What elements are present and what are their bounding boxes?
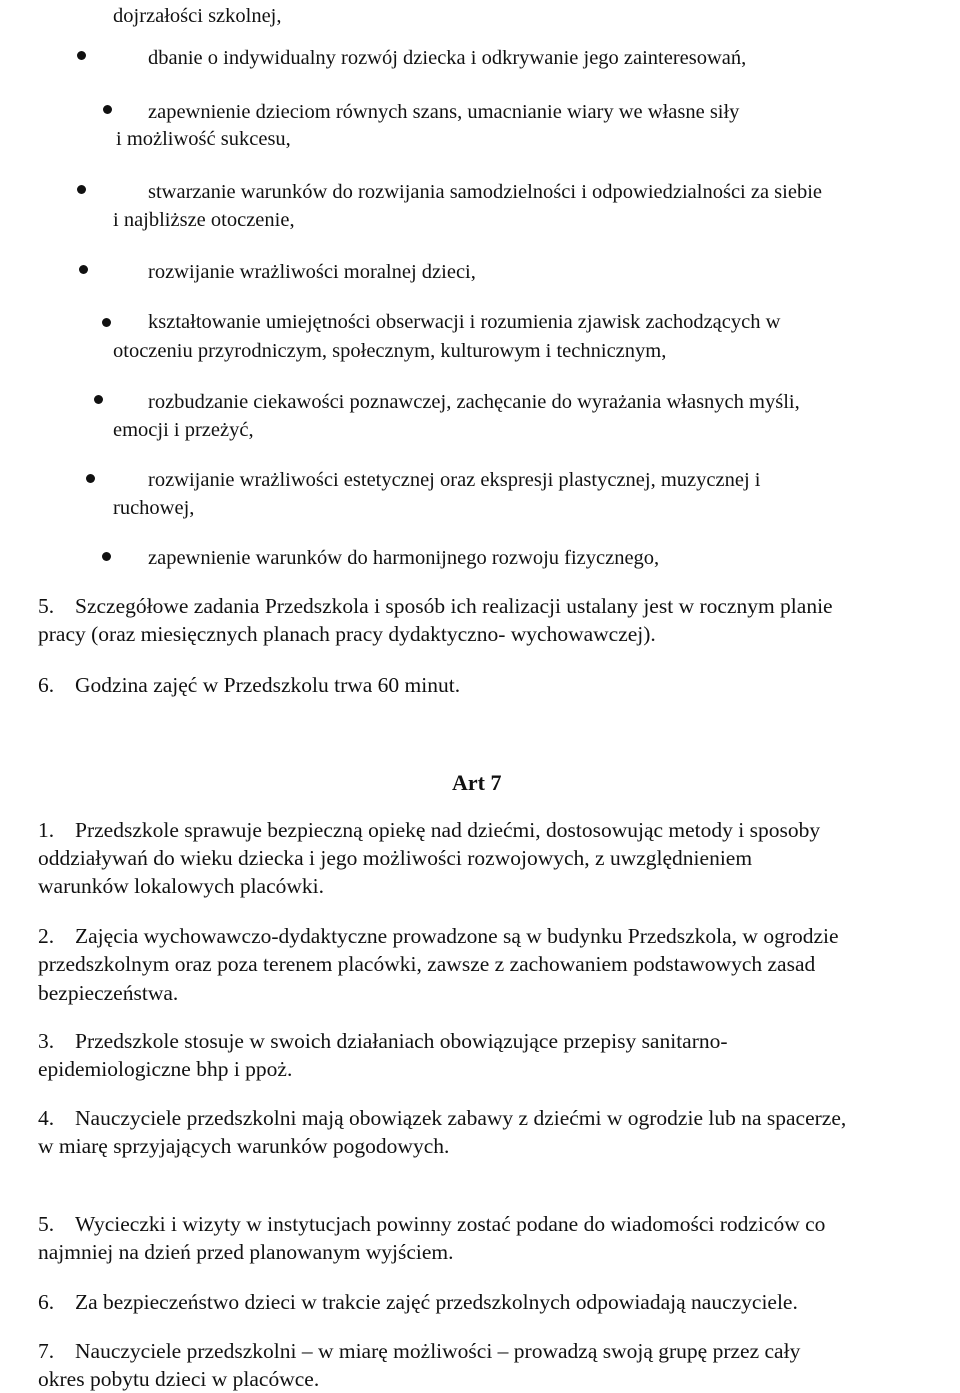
article-point-line: przedszkolnym oraz poza terenem placówki, zawsze z zachowaniem podstawowych zasad <box>38 952 816 976</box>
point-line: Godzina zajęć w Przedszkolu trwa 60 minut. <box>75 673 461 697</box>
article-point-number: 4. <box>38 1106 55 1130</box>
article-point-line: Przedszkole sprawuje bezpieczną opiekę nad dziećmi, dostosowując metody i sposoby <box>75 818 821 842</box>
article-point-line: okres pobytu dzieci w placówce. <box>38 1367 320 1391</box>
article-point-number: 5. <box>38 1212 55 1236</box>
point-line: Szczegółowe zadania Przedszkola i sposób ich realizacji ustalany jest w rocznym planie <box>75 594 833 618</box>
article-point-number: 3. <box>38 1029 55 1053</box>
point-line: pracy (oraz miesięcznych planach pracy dydaktyczno- wychowawczej). <box>38 622 656 646</box>
bullet-line: i możliwość sukcesu, <box>116 128 291 150</box>
bullet-line: otoczeniu przyrodniczym, społecznym, kulturowym i technicznym, <box>113 340 667 362</box>
article-point-line: bezpieczeństwa. <box>38 981 179 1005</box>
bullet-icon <box>77 185 86 194</box>
bullet-line: dbanie o indywidualny rozwój dziecka i odkrywanie jego zainteresowań, <box>148 47 747 69</box>
bullet-icon <box>103 105 112 114</box>
bullet-icon <box>102 318 111 327</box>
article-heading: Art 7 <box>452 770 502 795</box>
article-point-line: Przedszkole stosuje w swoich działaniach obowiązujące przepisy sanitarno- <box>75 1029 728 1053</box>
bullet-line: zapewnienie dzieciom równych szans, umacnianie wiary we własne siły <box>148 101 740 123</box>
bullet-line: zapewnienie warunków do harmonijnego rozwoju fizycznego, <box>148 547 660 569</box>
article-point-number: 7. <box>38 1339 55 1363</box>
bullet-line: rozwijanie wrażliwości moralnej dzieci, <box>148 261 476 283</box>
article-point-line: najmniej na dzień przed planowanym wyjściem. <box>38 1240 454 1264</box>
bullet-line: rozwijanie wrażliwości estetycznej oraz ekspresji plastycznej, muzycznej i <box>148 469 761 491</box>
article-point-line: Nauczyciele przedszkolni mają obowiązek zabawy z dziećmi w ogrodzie lub na spacerze, <box>75 1106 847 1130</box>
bullet-icon <box>94 395 103 404</box>
article-point-line: Wycieczki i wizyty w instytucjach powinny zostać podane do wiadomości rodziców co <box>75 1212 826 1236</box>
article-point-line: w miarę sprzyjających warunków pogodowych. <box>38 1134 450 1158</box>
point-number: 6. <box>38 673 55 697</box>
bullet-line: rozbudzanie ciekawości poznawczej, zachęcanie do wyrażania własnych myśli, <box>148 391 800 413</box>
article-point-line: warunków lokalowych placówki. <box>38 874 324 898</box>
article-point-number: 6. <box>38 1290 55 1314</box>
bullet-icon <box>77 51 86 60</box>
article-point-line: oddziaływań do wieku dziecka i jego możliwości rozwojowych, z uwzględnieniem <box>38 846 753 870</box>
bullet-line: i najbliższe otoczenie, <box>113 209 295 231</box>
article-point-line: epidemiologiczne bhp i ppoż. <box>38 1057 293 1081</box>
bullet-line: stwarzanie warunków do rozwijania samodzielności i odpowiedzialności za siebie <box>148 181 822 203</box>
bullet-line: ruchowej, <box>113 497 195 519</box>
bullet-line: kształtowanie umiejętności obserwacji i rozumienia zjawisk zachodzących w <box>148 311 781 333</box>
article-point-number: 1. <box>38 818 55 842</box>
article-point-line: Zajęcia wychowawczo-dydaktyczne prowadzone są w budynku Przedszkola, w ogrodzie <box>75 924 839 948</box>
article-point-line: Za bezpieczeństwo dzieci w trakcie zajęć przedszkolnych odpowiadają nauczyciele. <box>75 1290 798 1314</box>
bullet-icon <box>102 552 111 561</box>
point-number: 5. <box>38 594 55 618</box>
continuation-text: dojrzałości szkolnej, <box>113 5 282 27</box>
bullet-icon <box>79 265 88 274</box>
bullet-line: emocji i przeżyć, <box>113 419 254 441</box>
article-point-line: Nauczyciele przedszkolni – w miarę możliwości – prowadzą swoją grupę przez cały <box>75 1339 801 1363</box>
bullet-icon <box>86 474 95 483</box>
article-point-number: 2. <box>38 924 55 948</box>
